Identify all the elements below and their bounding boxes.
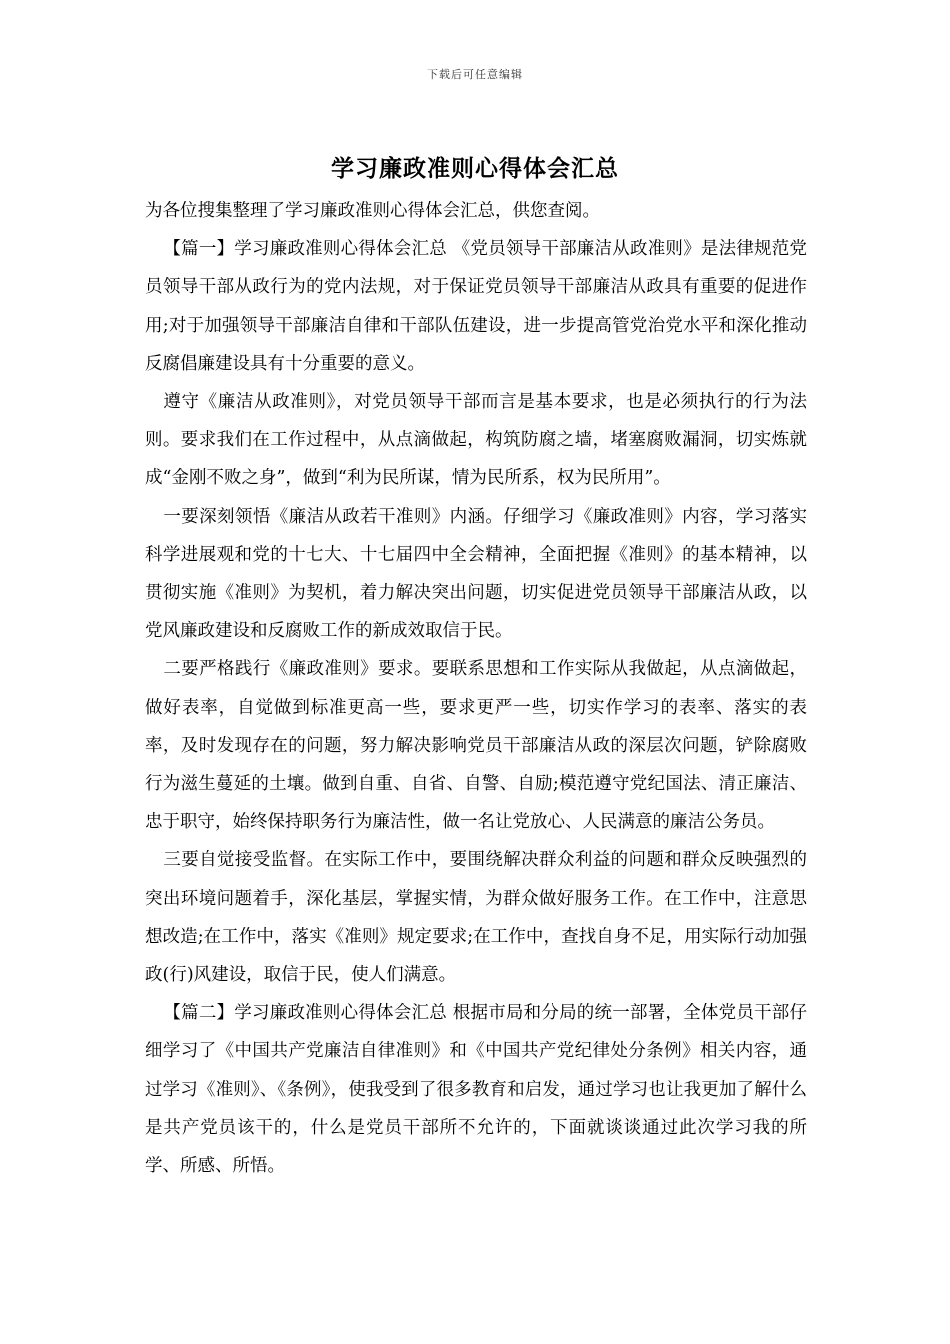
body-paragraph: 二要严格践行《廉政准则》要求。要联系思想和工作实际从我做起，从点滴做起，做好表率，自觉做到标准更高一些，要求更严一些，切实作学习的表率、落实的表率，及时发现存在的问题，努力解决影响党员干部廉洁从政的深层次问题，铲除腐败行为滋生蔓延的土壤。做到自重、自省、自警、自励;模范遵守党纪国法、清正廉洁、忠于职守，始终保持职务行为廉洁性，做一名让党放心、人民满意的廉洁公务员。 [145,659,807,833]
intro-paragraph: 为各位搜集整理了学习廉政准则心得体会汇总，供您查阅。 [145,201,600,221]
body-paragraph: 【篇一】学习廉政准则心得体会汇总 《党员领导干部廉洁从政准则》是法律规范党员领导干部从政行为的党内法规，对于保证党员领导干部廉洁从政具有重要的促进作用;对于加强领导干部廉洁自律和干部队伍建设，进一步提高管党治党水平和深化推动反腐倡廉建设具有十分重要的意义。 [145,239,807,374]
body-paragraph: 三要自觉接受监督。在实际工作中，要围绕解决群众利益的问题和群众反映强烈的突出环境问题着手，深化基层，掌握实情，为群众做好服务工作。在工作中，注意思想改造;在工作中，落实《准则》规定要求;在工作中，查找自身不足，用实际行动加强政(行)风建设，取信于民，使人们满意。 [145,850,807,986]
header-note: 下载后可任意编辑 [427,68,523,81]
body-paragraph: 遵守《廉洁从政准则》，对党员领导干部而言是基本要求，也是必须执行的行为法则。要求我们在工作过程中，从点滴做起，构筑防腐之墙，堵塞腐败漏洞，切实炼就成“金刚不败之身”，做到“利为民所谋，情为民所系，权为民所用”。 [145,392,807,489]
body-paragraph: 一要深刻领悟《廉洁从政若干准则》内涵。仔细学习《廉政准则》内容，学习落实科学进展观和党的十七大、十七届四中全会精神，全面把握《准则》的基本精神，以贯彻实施《准则》为契机，着力解决突出问题，切实促进党员领导干部廉洁从政，以党风廉政建设和反腐败工作的新成效取信于民。 [145,506,807,642]
document-body [145,192,807,1185]
document-title: 学习廉政准则心得体会汇总 [331,155,619,182]
body-paragraph: 【篇二】学习廉政准则心得体会汇总 根据市局和分局的统一部署，全体党员干部仔细学习了《中国共产党廉洁自律准则》和《中国共产党纪律处分条例》相关内容，通过学习《准则》、《条例》，使我受到了很多教育和启发，通过学习也让我更加了解什么是共产党员该干的，什么是党员干部所不允许的，下面就谈谈通过此次学习我的所学、所感、所悟。 [145,1003,807,1177]
